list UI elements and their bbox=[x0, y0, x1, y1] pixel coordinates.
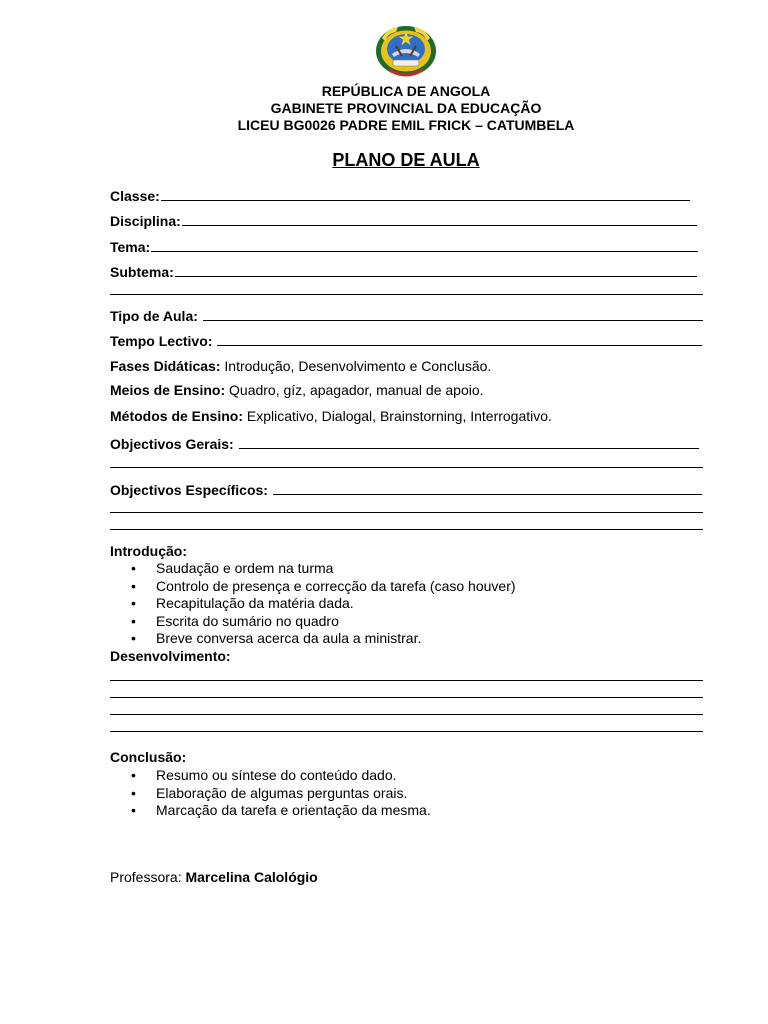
blank-line[interactable] bbox=[110, 294, 703, 295]
field-label: Objectivos Gerais: bbox=[110, 436, 234, 452]
meios-value: Quadro, gíz, apagador, manual de apoio. bbox=[225, 382, 484, 398]
fases-didaticas bbox=[110, 358, 491, 374]
list-item: • Controlo de presença e correcção da tarefa (caso houver) bbox=[110, 578, 516, 596]
list-item: • Elaboração de algumas perguntas orais. bbox=[110, 785, 431, 803]
metodos-value: Explicativo, Dialogal, Brainstorning, Interrogativo. bbox=[243, 408, 552, 424]
header-republic: REPÚBLICA DE ANGOLA bbox=[321, 83, 491, 99]
field-label: Objectivos Específicos: bbox=[110, 482, 268, 498]
header-school: LICEU BG0026 PADRE EMIL FRICK – CATUMBELA bbox=[237, 117, 575, 133]
professora-name: Marcelina Calológio bbox=[185, 869, 318, 885]
blank-line bbox=[151, 250, 698, 252]
fases-label: Fases Didáticas: bbox=[110, 358, 221, 374]
field-tipo-aula[interactable] bbox=[110, 306, 703, 324]
list-item: • Resumo ou síntese do conteúdo dado. bbox=[110, 767, 431, 785]
desenvolvimento-heading: Desenvolvimento: bbox=[110, 648, 231, 664]
field-label: Subtema: bbox=[110, 264, 174, 280]
blank-line[interactable] bbox=[110, 697, 703, 698]
list-item: • Saudação e ordem na turma bbox=[110, 560, 516, 578]
metodos-ensino bbox=[110, 408, 552, 424]
meios-label: Meios de Ensino: bbox=[110, 382, 226, 398]
angola-coat-of-arms-icon bbox=[374, 24, 438, 82]
field-label: Tema: bbox=[110, 239, 151, 255]
blank-line bbox=[203, 319, 703, 321]
blank-line[interactable] bbox=[110, 680, 703, 681]
field-classe[interactable] bbox=[110, 186, 690, 204]
blank-line bbox=[273, 493, 702, 495]
metodos-label: Métodos de Ensino: bbox=[110, 408, 243, 424]
field-tempo-lectivo[interactable] bbox=[110, 331, 702, 349]
list-item: • Recapitulação da matéria dada. bbox=[110, 595, 516, 613]
blank-line[interactable] bbox=[110, 714, 703, 715]
blank-line[interactable] bbox=[110, 512, 703, 513]
field-objectivos-gerais[interactable] bbox=[110, 434, 699, 452]
list-item: • Escrita do sumário no quadro bbox=[110, 613, 516, 631]
field-label: Tipo de Aula: bbox=[110, 308, 198, 324]
blank-line[interactable] bbox=[110, 529, 703, 530]
meios-ensino bbox=[110, 382, 484, 398]
list-item: • Marcação da tarefa e orientação da mesma. bbox=[110, 802, 431, 820]
blank-line bbox=[161, 199, 690, 201]
field-tema[interactable] bbox=[110, 237, 698, 255]
conclusao-list bbox=[110, 767, 431, 820]
field-objectivos-especificos[interactable] bbox=[110, 480, 702, 498]
introducao-heading: Introdução: bbox=[110, 543, 187, 559]
page-title bbox=[0, 150, 768, 171]
field-subtema[interactable] bbox=[110, 262, 697, 280]
introducao-list bbox=[110, 560, 516, 648]
fases-value: Introdução, Desenvolvimento e Conclusão. bbox=[220, 358, 492, 374]
blank-line bbox=[239, 447, 699, 449]
list-item: • Breve conversa acerca da aula a ministrar. bbox=[110, 630, 516, 648]
professora-label: Professora: bbox=[110, 869, 186, 885]
title-text: PLANO DE AULA bbox=[332, 150, 480, 170]
professora-line bbox=[110, 869, 318, 885]
blank-line[interactable] bbox=[110, 467, 703, 468]
blank-line bbox=[182, 224, 697, 226]
field-disciplina[interactable] bbox=[110, 211, 697, 229]
header-cabinet: GABINETE PROVINCIAL DA EDUCAÇÃO bbox=[270, 100, 542, 116]
blank-line[interactable] bbox=[110, 731, 703, 732]
field-label: Classe: bbox=[110, 188, 160, 204]
field-label: Disciplina: bbox=[110, 213, 181, 229]
blank-line bbox=[175, 275, 697, 277]
field-label: Tempo Lectivo: bbox=[110, 333, 213, 349]
conclusao-heading: Conclusão: bbox=[110, 749, 187, 765]
blank-line bbox=[217, 344, 702, 346]
